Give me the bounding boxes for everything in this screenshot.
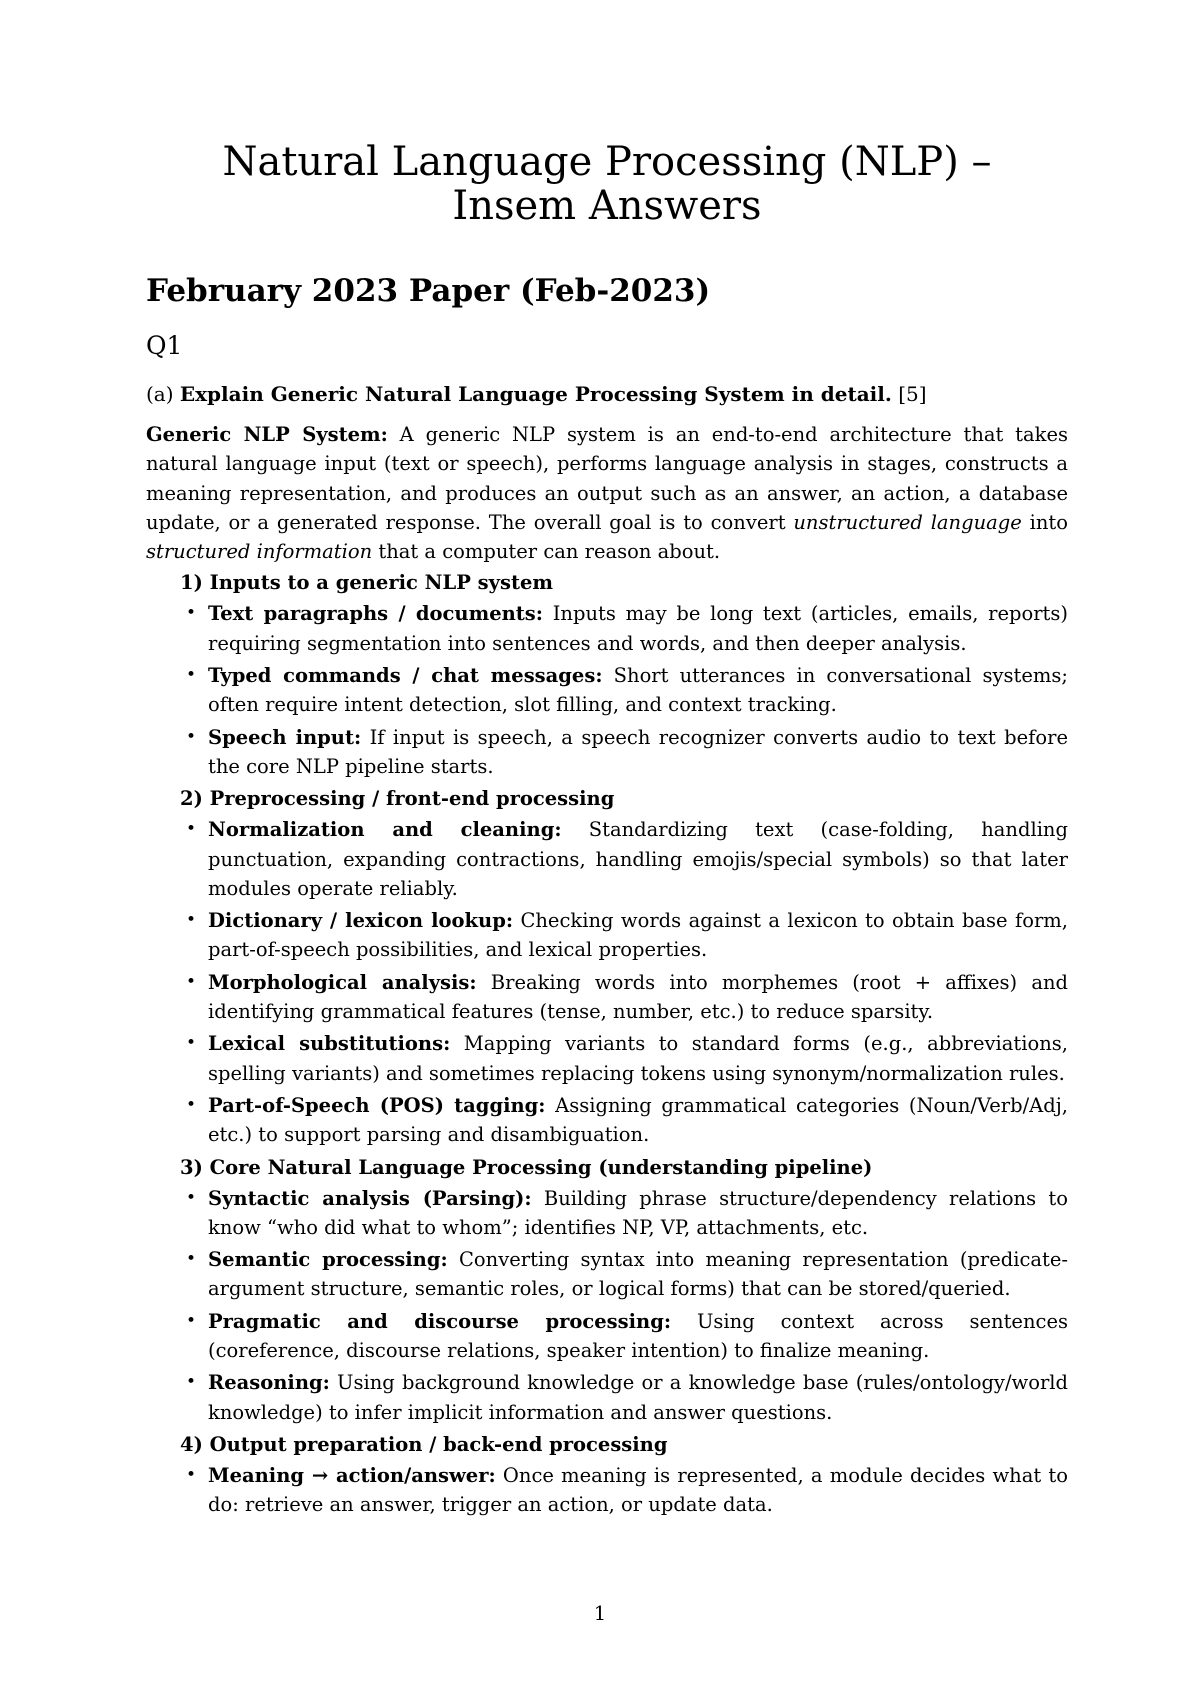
item-description: Short utterances in conversational systems; often require intent detection, slot filling, and context tracking. — [208, 664, 1068, 717]
list-item — [146, 1368, 1068, 1427]
step-heading: 2) Preprocessing / front-end processing — [180, 787, 615, 811]
bullet-list — [146, 1184, 1068, 1427]
bullet-icon: • — [186, 726, 197, 747]
intro-text-2: into — [1021, 510, 1068, 534]
list-item — [146, 1091, 1068, 1150]
question-part-label: (a) — [146, 382, 174, 406]
question-number: Q1 — [146, 331, 183, 360]
question-part-text: Explain Generic Natural Language Processing System in detail. — [179, 382, 892, 406]
item-term: Syntactic analysis (Parsing): — [208, 1186, 532, 1210]
bullet-icon: • — [186, 910, 197, 931]
list-item — [146, 906, 1068, 965]
bullet-icon: • — [186, 1249, 197, 1270]
intro-text-1: A generic NLP system is an end-to-end architecture that takes natural language input (text or speech), performs language analysis in stages, constructs a meaning representation, and produces an output such as an answer, an action, a database update, or a generated response. The overall goal is to convert — [146, 423, 1068, 534]
item-description: If input is speech, a speech recognizer converts audio to text before the core NLP pipeline starts. — [208, 725, 1068, 778]
bullet-list — [146, 815, 1068, 1149]
item-term: Pragmatic and discourse processing: — [208, 1309, 672, 1333]
steps-container — [146, 568, 1068, 1519]
bullet-icon: • — [186, 603, 197, 624]
item-description: Assigning grammatical categories (Noun/Verb/Adj, etc.) to support parsing and disambiguation. — [208, 1093, 1068, 1147]
item-description: Breaking words into morphemes (root + affixes) and identifying grammatical features (tense, number, etc.) to reduce sparsity. — [208, 970, 1068, 1024]
item-term: Typed commands / chat messages: — [208, 664, 603, 688]
step-heading: 4) Output preparation / back-end processing — [180, 1432, 668, 1456]
item-description: Standardizing text (case-folding, handling punctuation, expanding contractions, handling emojis/special symbols) so that later modules operate reliably. — [208, 818, 1068, 900]
item-term: Normalization and cleaning: — [208, 818, 562, 842]
item-term: Reasoning: — [208, 1371, 330, 1395]
list-item — [146, 1245, 1068, 1304]
bullet-icon: • — [186, 971, 197, 992]
list-item — [146, 1029, 1068, 1088]
item-description: Once meaning is represented, a module decides what to do: retrieve an answer, trigger an action, or update data. — [208, 1463, 1068, 1517]
intro-paragraph — [146, 420, 1068, 566]
item-term: Lexical substitutions: — [208, 1032, 451, 1056]
question-marks: [5] — [898, 382, 927, 406]
list-item — [146, 1307, 1068, 1366]
bullet-icon: • — [186, 1372, 197, 1393]
item-term: Speech input: — [208, 725, 362, 749]
item-description: Building phrase structure/dependency relations to know “who did what to whom”; identifies NP, VP, attachments, etc. — [208, 1186, 1068, 1239]
item-term: Text paragraphs / documents: — [208, 602, 543, 626]
intro-emphasis-2: structured information — [146, 540, 373, 564]
bullet-icon: • — [186, 1187, 197, 1208]
bullet-icon: • — [186, 819, 197, 840]
document-title — [146, 140, 1068, 228]
bullet-icon: • — [186, 1464, 197, 1485]
list-item — [146, 815, 1068, 903]
item-term: Semantic processing: — [208, 1248, 448, 1272]
step-heading: 3) Core Natural Language Processing (understanding pipeline) — [180, 1155, 873, 1179]
section-heading: February 2023 Paper (Feb-2023) — [146, 273, 711, 309]
item-term: Dictionary / lexicon lookup: — [208, 909, 514, 933]
bullet-icon: • — [186, 665, 197, 686]
page-number: 1 — [593, 1602, 607, 1625]
question-prompt — [146, 380, 1068, 408]
bullet-icon: • — [186, 1094, 197, 1115]
list-item — [146, 968, 1068, 1027]
bullet-icon: • — [186, 1310, 197, 1331]
item-term: Morphological analysis: — [208, 970, 477, 994]
item-term: Meaning → action/answer: — [208, 1463, 496, 1487]
step-heading: 1) Inputs to a generic NLP system — [180, 571, 553, 595]
item-description: Converting syntax into meaning representation (predicate-argument structure, semantic roles, or logical forms) that can be stored/queried. — [208, 1248, 1068, 1301]
title-line-1: Natural Language Processing (NLP) – — [222, 139, 992, 185]
list-item — [146, 1461, 1068, 1520]
document-page — [146, 140, 1068, 1523]
item-term: Part-of-Speech (POS) tagging: — [208, 1093, 546, 1117]
list-item — [146, 723, 1068, 782]
item-description: Mapping variants to standard forms (e.g., abbreviations, spelling variants) and sometimes replacing tokens using synonym/normalization rules. — [208, 1032, 1068, 1085]
intro-text-3: that a computer can reason about. — [372, 540, 721, 564]
item-description: Using context across sentences (coreference, discourse relations, speaker intention) to finalize meaning. — [208, 1309, 1068, 1363]
list-item — [146, 661, 1068, 720]
list-item — [146, 599, 1068, 658]
intro-lead: Generic NLP System: — [146, 423, 388, 446]
bullet-list — [146, 599, 1068, 781]
item-description: Inputs may be long text (articles, emails, reports) requiring segmentation into sentences and words, and then deeper analysis. — [208, 602, 1068, 655]
bullet-list — [146, 1461, 1068, 1520]
title-line-2: Insem Answers — [452, 183, 762, 229]
intro-emphasis-1: unstructured language — [793, 510, 1022, 534]
bullet-icon: • — [186, 1033, 197, 1054]
list-item — [146, 1184, 1068, 1243]
item-description: Checking words against a lexicon to obtain base form, part-of-speech possibilities, and lexical properties. — [208, 909, 1068, 962]
item-description: Using background knowledge or a knowledge base (rules/ontology/world knowledge) to infer implicit information and answer questions. — [208, 1371, 1068, 1424]
